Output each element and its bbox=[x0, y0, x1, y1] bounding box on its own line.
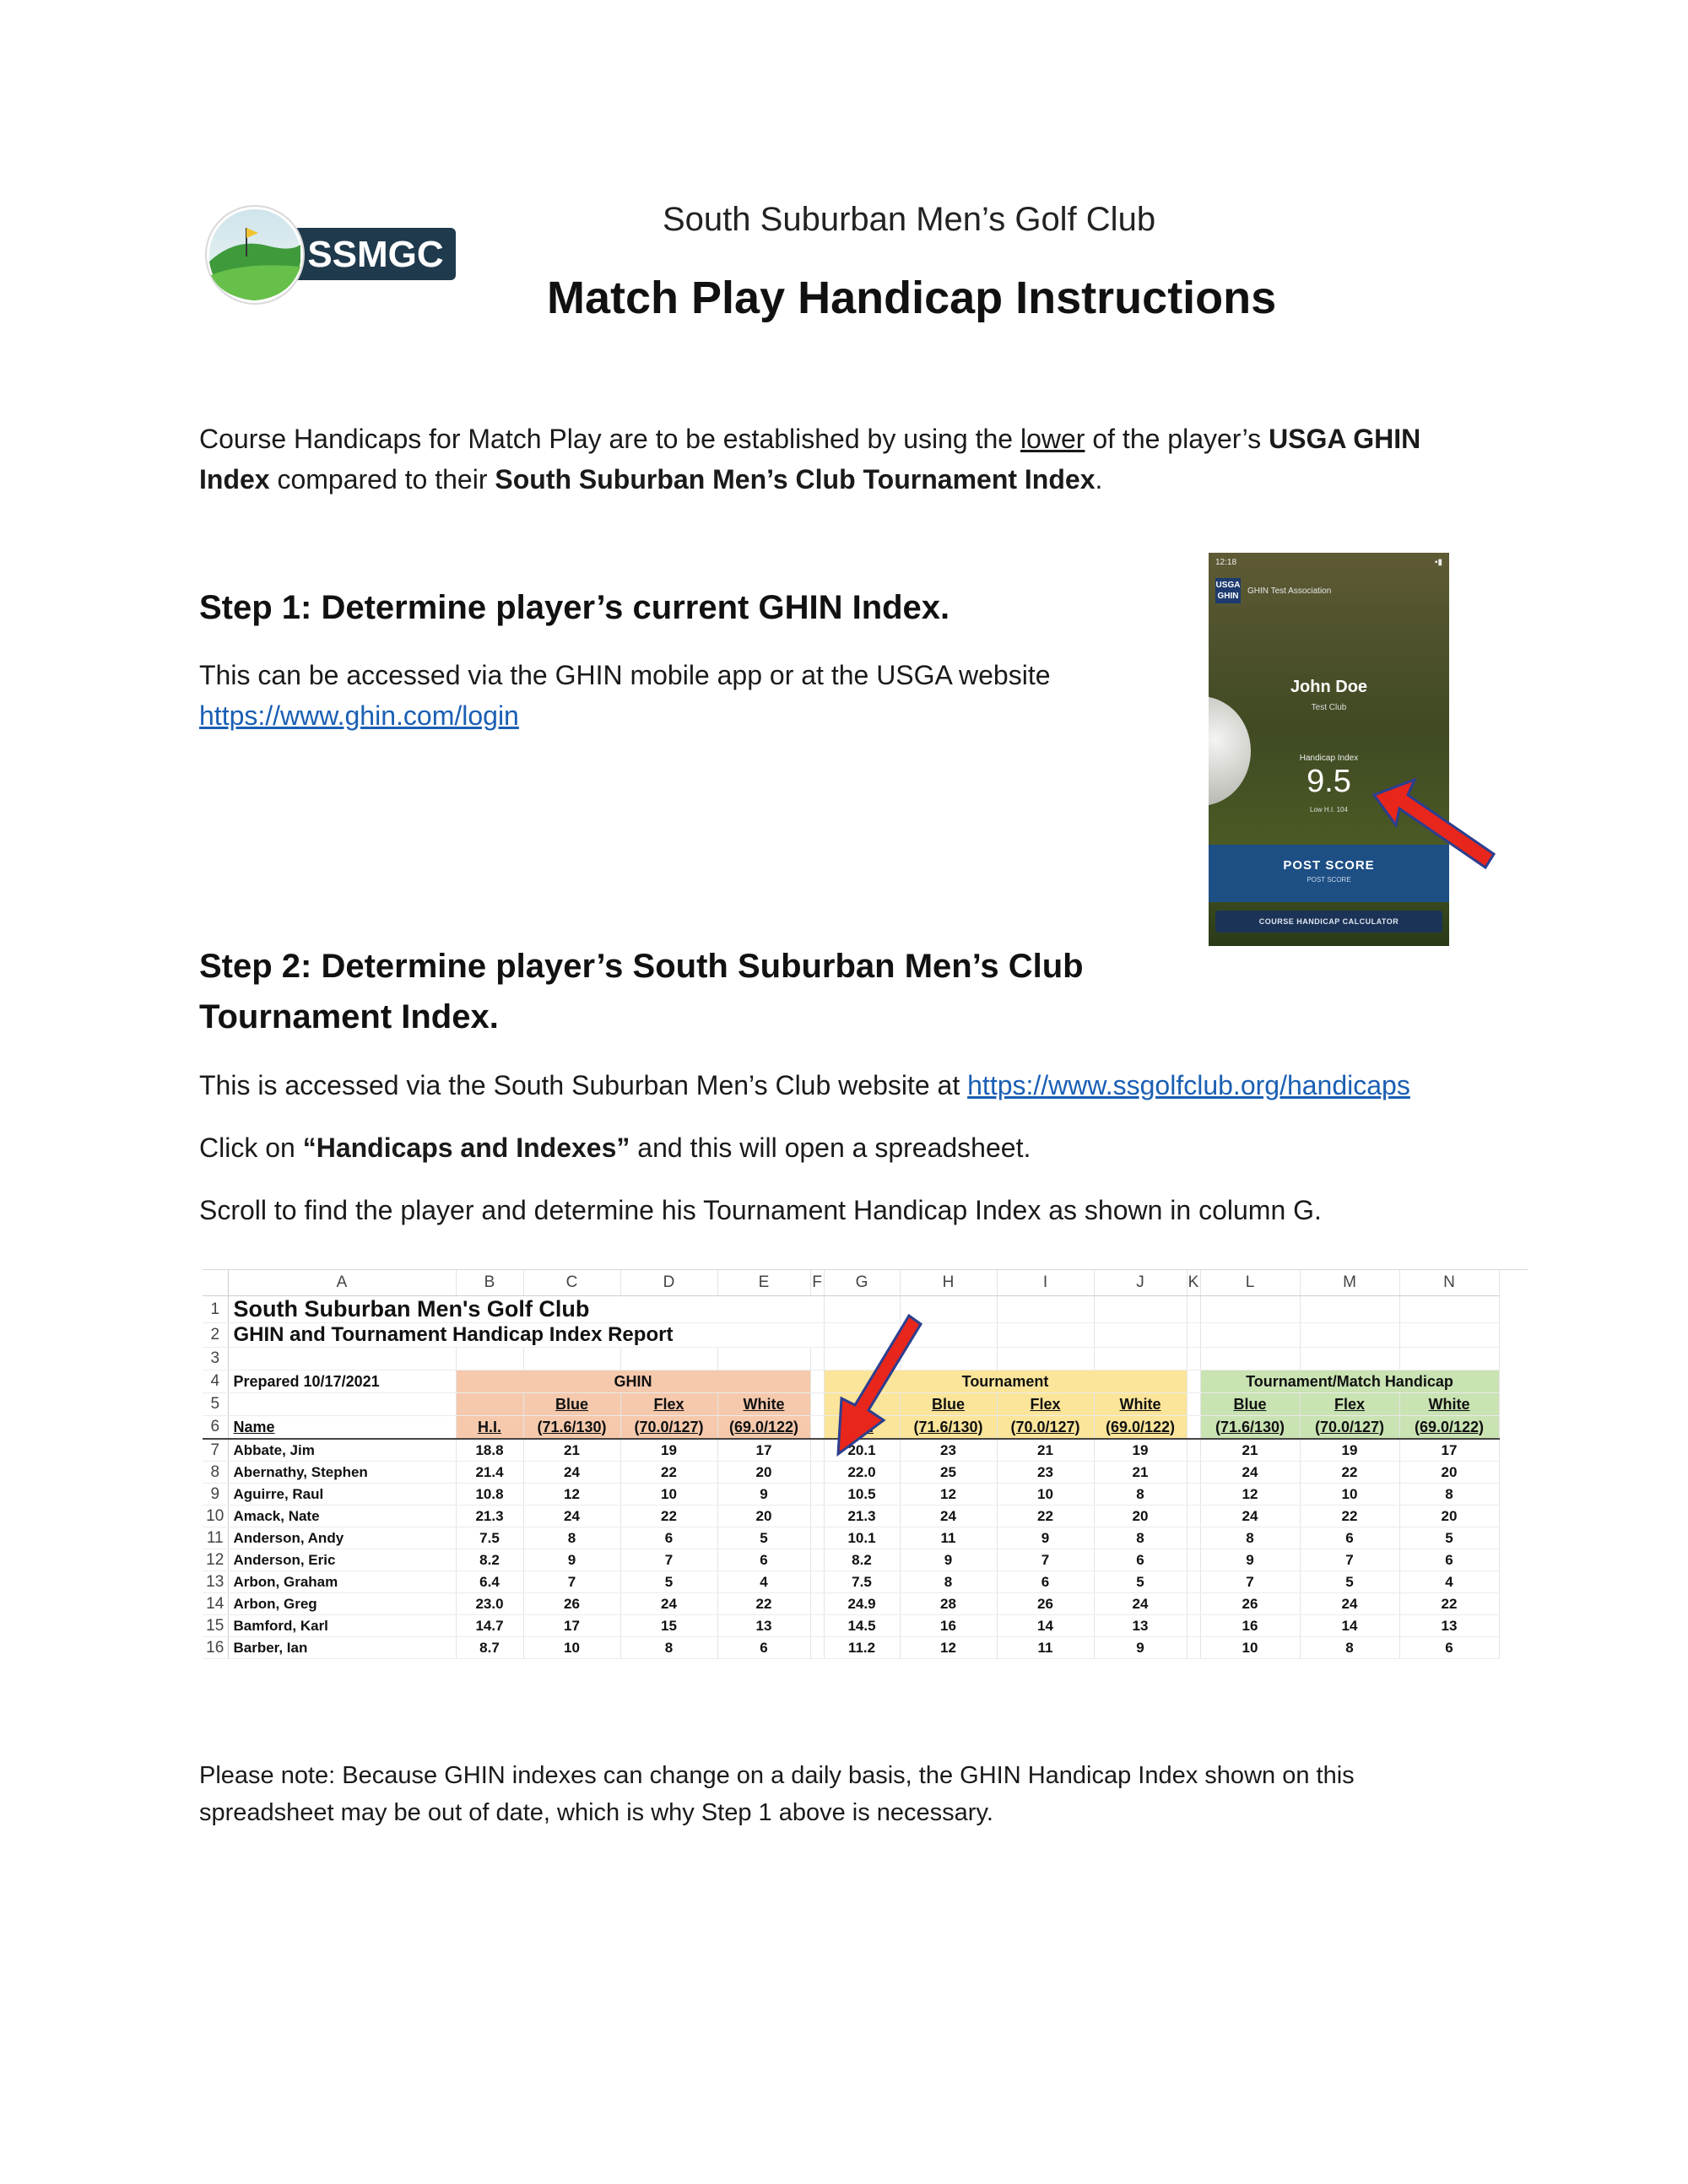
table-row bbox=[203, 1549, 1499, 1571]
value-cell[interactable]: 5 bbox=[1399, 1527, 1499, 1549]
value-cell[interactable]: 26 bbox=[1200, 1593, 1300, 1615]
player-name-cell[interactable]: Abbate, Jim bbox=[228, 1439, 456, 1462]
value-cell[interactable]: 6 bbox=[717, 1637, 810, 1659]
value-cell[interactable]: 21.4 bbox=[456, 1462, 523, 1484]
value-cell[interactable]: 20 bbox=[717, 1462, 810, 1484]
col-header[interactable]: L bbox=[1200, 1270, 1300, 1296]
col-header[interactable]: G bbox=[824, 1270, 900, 1296]
table-row bbox=[203, 1571, 1499, 1593]
value-cell[interactable]: 21.3 bbox=[824, 1506, 900, 1527]
sheet-title[interactable]: South Suburban Men's Golf Club bbox=[228, 1296, 824, 1323]
tee-header[interactable]: Blue bbox=[1200, 1393, 1300, 1416]
row-number: 2 bbox=[203, 1323, 228, 1348]
intro-text-4: . bbox=[1095, 464, 1103, 495]
player-name-cell[interactable]: Aguirre, Raul bbox=[228, 1484, 456, 1506]
intro-paragraph bbox=[199, 419, 1482, 500]
table-row bbox=[203, 1637, 1499, 1659]
col-header[interactable]: M bbox=[1300, 1270, 1399, 1296]
value-cell[interactable]: 6 bbox=[1399, 1637, 1499, 1659]
table-row bbox=[203, 1615, 1499, 1637]
value-cell[interactable]: 17 bbox=[523, 1615, 620, 1637]
player-name-cell[interactable]: Arbon, Greg bbox=[228, 1593, 456, 1615]
spacer-cell bbox=[810, 1637, 824, 1659]
post-score-sublabel: POST SCORE bbox=[1307, 876, 1351, 884]
value-cell[interactable]: 14 bbox=[997, 1615, 1094, 1637]
intro-text-2: of the player’s bbox=[1085, 424, 1269, 454]
value-cell[interactable]: 13 bbox=[1094, 1615, 1187, 1637]
row-number: 6 bbox=[203, 1416, 228, 1440]
player-name: John Doe bbox=[1290, 678, 1368, 696]
value-cell[interactable]: 8 bbox=[1300, 1637, 1399, 1659]
spacer-cell bbox=[1187, 1549, 1200, 1571]
value-cell[interactable]: 22 bbox=[620, 1506, 717, 1527]
value-cell[interactable]: 20 bbox=[1399, 1462, 1499, 1484]
value-cell[interactable]: 8 bbox=[1094, 1527, 1187, 1549]
name-header[interactable]: Name bbox=[228, 1416, 456, 1440]
value-cell[interactable]: 12 bbox=[900, 1484, 997, 1506]
spacer-cell bbox=[810, 1439, 824, 1462]
row-number: 1 bbox=[203, 1296, 228, 1323]
value-cell[interactable]: 22 bbox=[717, 1593, 810, 1615]
row-number: 7 bbox=[203, 1439, 228, 1462]
arrow-icon bbox=[1367, 776, 1502, 878]
row-number: 14 bbox=[203, 1593, 228, 1615]
row-number: 9 bbox=[203, 1484, 228, 1506]
handicap-index-label: Handicap Index bbox=[1299, 754, 1359, 763]
footnote: Please note: Because GHIN indexes can change on a daily basis, the GHIN Handicap Index shown on this spreadsheet may be out of date, which is why Step 1 above is necessary. bbox=[199, 1762, 1355, 1826]
battery-icon: ▪︎▮ bbox=[1434, 558, 1442, 567]
spacer-cell bbox=[1187, 1484, 1200, 1506]
spacer-cell bbox=[1187, 1593, 1200, 1615]
value-cell[interactable]: 24.9 bbox=[824, 1593, 900, 1615]
document-title: Match Play Handicap Instructions bbox=[547, 273, 1277, 323]
club-name: South Suburban Men’s Golf Club bbox=[663, 201, 1156, 238]
value-cell[interactable]: 24 bbox=[900, 1506, 997, 1527]
value-cell[interactable]: 23 bbox=[900, 1439, 997, 1462]
value-cell[interactable]: 19 bbox=[1300, 1439, 1399, 1462]
col-header[interactable]: E bbox=[717, 1270, 810, 1296]
value-cell[interactable]: 7 bbox=[620, 1549, 717, 1571]
value-cell[interactable]: 6 bbox=[1094, 1549, 1187, 1571]
row-number: 16 bbox=[203, 1637, 228, 1659]
rating-header[interactable]: (71.6/130) bbox=[900, 1416, 997, 1440]
handicap-index-value: 9.5 bbox=[1307, 764, 1351, 799]
value-cell[interactable]: 12 bbox=[900, 1637, 997, 1659]
rating-header[interactable]: (70.0/127) bbox=[1300, 1416, 1399, 1440]
ghin-app-screenshot bbox=[1209, 553, 1449, 946]
rating-header[interactable]: (70.0/127) bbox=[997, 1416, 1094, 1440]
post-score-label: POST SCORE bbox=[1283, 858, 1375, 873]
spacer-cell bbox=[1187, 1527, 1200, 1549]
row-number: 3 bbox=[203, 1348, 228, 1370]
value-cell[interactable]: 14.7 bbox=[456, 1615, 523, 1637]
prepared-date[interactable]: Prepared 10/17/2021 bbox=[228, 1370, 456, 1393]
value-cell[interactable]: 22 bbox=[1399, 1593, 1499, 1615]
step2-scroll-instruction: Scroll to find the player and determine his Tournament Handicap Index as shown in column G. bbox=[199, 1195, 1322, 1225]
spacer-cell bbox=[810, 1571, 824, 1593]
value-cell[interactable]: 7 bbox=[997, 1549, 1094, 1571]
spacer-cell bbox=[810, 1484, 824, 1506]
value-cell[interactable]: 26 bbox=[997, 1593, 1094, 1615]
row-number: 13 bbox=[203, 1571, 228, 1593]
value-cell[interactable]: 9 bbox=[1094, 1637, 1187, 1659]
value-cell[interactable]: 8.2 bbox=[456, 1549, 523, 1571]
spacer-cell bbox=[810, 1615, 824, 1637]
value-cell[interactable]: 22 bbox=[620, 1462, 717, 1484]
value-cell[interactable]: 7 bbox=[523, 1571, 620, 1593]
row-number: 8 bbox=[203, 1462, 228, 1484]
value-cell[interactable]: 8 bbox=[1200, 1527, 1300, 1549]
col-header[interactable]: C bbox=[523, 1270, 620, 1296]
value-cell[interactable]: 22 bbox=[1300, 1462, 1399, 1484]
value-cell[interactable]: 12 bbox=[523, 1484, 620, 1506]
value-cell[interactable]: 25 bbox=[900, 1462, 997, 1484]
value-cell[interactable]: 9 bbox=[997, 1527, 1094, 1549]
table-row bbox=[203, 1506, 1499, 1527]
value-cell[interactable]: 9 bbox=[1200, 1549, 1300, 1571]
sheet-subtitle[interactable]: GHIN and Tournament Handicap Index Report bbox=[228, 1323, 824, 1348]
table-row bbox=[203, 1527, 1499, 1549]
intro-underlined: lower bbox=[1020, 424, 1085, 454]
value-cell[interactable]: 6 bbox=[997, 1571, 1094, 1593]
value-cell[interactable]: 21 bbox=[1200, 1439, 1300, 1462]
row-number: 4 bbox=[203, 1370, 228, 1393]
intro-bold-ghin: USGA GHIN Index bbox=[199, 424, 1421, 495]
spacer-cell bbox=[810, 1549, 824, 1571]
table-row bbox=[203, 1462, 1499, 1484]
value-cell[interactable]: 17 bbox=[717, 1439, 810, 1462]
table-row bbox=[203, 1484, 1499, 1506]
value-cell[interactable]: 8.2 bbox=[824, 1549, 900, 1571]
value-cell[interactable]: 8 bbox=[620, 1637, 717, 1659]
value-cell[interactable]: 24 bbox=[523, 1506, 620, 1527]
course-handicap-calculator-button[interactable]: COURSE HANDICAP CALCULATOR bbox=[1215, 911, 1442, 933]
tmh-group-header[interactable]: Tournament/Match Handicap bbox=[1200, 1370, 1499, 1393]
value-cell[interactable]: 11.2 bbox=[824, 1637, 900, 1659]
player-name-cell[interactable]: Bamford, Karl bbox=[228, 1615, 456, 1637]
value-cell[interactable]: 6 bbox=[1300, 1527, 1399, 1549]
value-cell[interactable]: 5 bbox=[1094, 1571, 1187, 1593]
value-cell[interactable]: 16 bbox=[1200, 1615, 1300, 1637]
player-name-cell[interactable]: Anderson, Andy bbox=[228, 1527, 456, 1549]
spacer-cell bbox=[1187, 1506, 1200, 1527]
hi-header[interactable]: H.I. bbox=[456, 1416, 523, 1440]
value-cell[interactable]: 6.4 bbox=[456, 1571, 523, 1593]
value-cell[interactable]: 23.0 bbox=[456, 1593, 523, 1615]
value-cell[interactable]: 14 bbox=[1300, 1615, 1399, 1637]
status-bar bbox=[1215, 558, 1442, 567]
rating-header[interactable]: (69.0/122) bbox=[1399, 1416, 1499, 1440]
spacer-cell bbox=[810, 1527, 824, 1549]
value-cell[interactable]: 19 bbox=[620, 1439, 717, 1462]
value-cell[interactable]: 8 bbox=[523, 1527, 620, 1549]
col-header[interactable]: K bbox=[1187, 1270, 1200, 1296]
logo-text: SSMGC bbox=[307, 234, 444, 275]
value-cell[interactable]: 7.5 bbox=[456, 1527, 523, 1549]
player-name-cell[interactable]: Amack, Nate bbox=[228, 1506, 456, 1527]
player-name-cell[interactable]: Anderson, Eric bbox=[228, 1549, 456, 1571]
value-cell[interactable]: 22 bbox=[997, 1506, 1094, 1527]
value-cell[interactable]: 22 bbox=[1300, 1506, 1399, 1527]
value-cell[interactable]: 24 bbox=[1200, 1462, 1300, 1484]
value-cell[interactable]: 8.7 bbox=[456, 1637, 523, 1659]
tournament-group-header[interactable]: Tournament bbox=[824, 1370, 1187, 1393]
col-header[interactable]: B bbox=[456, 1270, 523, 1296]
spacer-cell bbox=[810, 1462, 824, 1484]
rating-header[interactable]: (69.0/122) bbox=[717, 1416, 810, 1440]
value-cell[interactable]: 24 bbox=[1300, 1593, 1399, 1615]
spacer-cell bbox=[1187, 1571, 1200, 1593]
col-header[interactable]: F bbox=[810, 1270, 824, 1296]
value-cell[interactable]: 13 bbox=[717, 1615, 810, 1637]
value-cell[interactable]: 5 bbox=[717, 1527, 810, 1549]
row-number: 15 bbox=[203, 1615, 228, 1637]
value-cell[interactable]: 8 bbox=[1094, 1484, 1187, 1506]
value-cell[interactable]: 12 bbox=[1200, 1484, 1300, 1506]
value-cell[interactable]: 6 bbox=[1399, 1549, 1499, 1571]
col-header[interactable]: I bbox=[997, 1270, 1094, 1296]
value-cell[interactable]: 8 bbox=[900, 1571, 997, 1593]
value-cell[interactable]: 5 bbox=[620, 1571, 717, 1593]
step2-heading: Step 2: Determine player’s South Suburban Men’s Club Tournament Index. bbox=[199, 948, 1084, 1035]
ghin-group-header[interactable]: GHIN bbox=[456, 1370, 810, 1393]
arrow-icon bbox=[831, 1312, 924, 1460]
value-cell[interactable]: 10.5 bbox=[824, 1484, 900, 1506]
value-cell[interactable]: 20 bbox=[1094, 1506, 1187, 1527]
value-cell[interactable]: 9 bbox=[717, 1484, 810, 1506]
spacer-cell bbox=[810, 1593, 824, 1615]
value-cell[interactable]: 10 bbox=[997, 1484, 1094, 1506]
value-cell[interactable]: 21.3 bbox=[456, 1506, 523, 1527]
ssmgc-logo bbox=[203, 203, 460, 308]
rating-header[interactable]: (71.6/130) bbox=[1200, 1416, 1300, 1440]
value-cell[interactable]: 24 bbox=[1200, 1506, 1300, 1527]
value-cell[interactable]: 24 bbox=[620, 1593, 717, 1615]
click-text-1: Click on bbox=[199, 1133, 303, 1163]
click-text-2: and this will open a spreadsheet. bbox=[630, 1133, 1031, 1163]
value-cell[interactable]: 10 bbox=[1300, 1484, 1399, 1506]
step2-body bbox=[199, 1065, 1516, 1106]
col-header[interactable]: J bbox=[1094, 1270, 1187, 1296]
value-cell[interactable]: 6 bbox=[717, 1549, 810, 1571]
value-cell[interactable]: 4 bbox=[717, 1571, 810, 1593]
value-cell[interactable]: 10 bbox=[523, 1637, 620, 1659]
tee-header[interactable]: Blue bbox=[900, 1393, 997, 1416]
tee-header[interactable]: Blue bbox=[523, 1393, 620, 1416]
low-hi-text: Low H.I. 104 bbox=[1310, 806, 1348, 814]
rating-header[interactable]: (69.0/122) bbox=[1094, 1416, 1187, 1440]
tee-header[interactable]: Flex bbox=[997, 1393, 1094, 1416]
row-number: 10 bbox=[203, 1506, 228, 1527]
rating-header[interactable]: (71.6/130) bbox=[523, 1416, 620, 1440]
value-cell[interactable]: 10.8 bbox=[456, 1484, 523, 1506]
col-header[interactable]: A bbox=[228, 1270, 456, 1296]
intro-bold-tournament: South Suburban Men’s Club Tournament Index bbox=[495, 464, 1096, 495]
step1-heading: Step 1: Determine player’s current GHIN Index. bbox=[199, 589, 950, 626]
value-cell[interactable]: 6 bbox=[620, 1527, 717, 1549]
intro-text-3: compared to their bbox=[269, 464, 495, 495]
value-cell[interactable]: 11 bbox=[997, 1637, 1094, 1659]
row-number: 5 bbox=[203, 1393, 228, 1416]
value-cell[interactable]: 4 bbox=[1399, 1571, 1499, 1593]
value-cell[interactable]: 21 bbox=[997, 1439, 1094, 1462]
value-cell[interactable]: 21 bbox=[1094, 1462, 1187, 1484]
spacer-cell bbox=[1187, 1462, 1200, 1484]
player-rows bbox=[203, 1439, 1499, 1659]
association-name: GHIN Test Association bbox=[1247, 587, 1332, 596]
intro-text-1: Course Handicaps for Match Play are to be established by using the bbox=[199, 424, 1020, 454]
click-bold: “Handicaps and Indexes” bbox=[302, 1133, 630, 1163]
col-header[interactable]: D bbox=[620, 1270, 717, 1296]
player-club: Test Club bbox=[1311, 703, 1347, 712]
value-cell[interactable]: 28 bbox=[900, 1593, 997, 1615]
row-number: 12 bbox=[203, 1549, 228, 1571]
value-cell[interactable]: 20 bbox=[1399, 1506, 1499, 1527]
tee-header[interactable]: White bbox=[1094, 1393, 1187, 1416]
value-cell[interactable]: 19 bbox=[1094, 1439, 1187, 1462]
step1-text: This can be accessed via the GHIN mobile app or at the USGA website bbox=[199, 660, 1051, 690]
value-cell[interactable]: 7 bbox=[1300, 1549, 1399, 1571]
tee-header[interactable]: Flex bbox=[1300, 1393, 1399, 1416]
value-cell[interactable]: 9 bbox=[900, 1549, 997, 1571]
spacer-cell bbox=[1187, 1615, 1200, 1637]
step2-click-instruction bbox=[199, 1127, 1465, 1168]
value-cell[interactable]: 10.1 bbox=[824, 1527, 900, 1549]
rating-header[interactable]: (70.0/127) bbox=[620, 1416, 717, 1440]
value-cell[interactable]: 13 bbox=[1399, 1615, 1499, 1637]
value-cell[interactable]: 26 bbox=[523, 1593, 620, 1615]
value-cell[interactable]: 7 bbox=[1200, 1571, 1300, 1593]
row-number: 11 bbox=[203, 1527, 228, 1549]
spacer-cell bbox=[1187, 1637, 1200, 1659]
player-name-cell[interactable]: Abernathy, Stephen bbox=[228, 1462, 456, 1484]
value-cell[interactable]: 21 bbox=[523, 1439, 620, 1462]
value-cell[interactable]: 17 bbox=[1399, 1439, 1499, 1462]
value-cell[interactable]: 18.8 bbox=[456, 1439, 523, 1462]
value-cell[interactable]: 24 bbox=[523, 1462, 620, 1484]
column-header-row bbox=[203, 1270, 1499, 1296]
value-cell[interactable]: 16 bbox=[900, 1615, 997, 1637]
value-cell[interactable]: 22.0 bbox=[824, 1462, 900, 1484]
spacer-cell bbox=[1187, 1439, 1200, 1462]
tee-header[interactable]: White bbox=[717, 1393, 810, 1416]
value-cell[interactable]: 23 bbox=[997, 1462, 1094, 1484]
step1-body bbox=[199, 655, 1128, 736]
ssgolfclub-handicaps-link[interactable]: https://www.ssgolfclub.org/handicaps bbox=[967, 1070, 1410, 1100]
step2-text: This is accessed via the South Suburban Men’s Club website at bbox=[199, 1070, 968, 1100]
ghin-login-link[interactable]: https://www.ghin.com/login bbox=[199, 700, 519, 731]
value-cell[interactable]: 24 bbox=[1094, 1593, 1187, 1615]
col-header[interactable]: N bbox=[1399, 1270, 1499, 1296]
value-cell[interactable]: 15 bbox=[620, 1615, 717, 1637]
value-cell[interactable]: 20.1 bbox=[824, 1439, 900, 1462]
value-cell[interactable]: 8 bbox=[1399, 1484, 1499, 1506]
player-name-cell[interactable]: Barber, Ian bbox=[228, 1637, 456, 1659]
status-time: 12:18 bbox=[1215, 558, 1237, 567]
value-cell[interactable]: 11 bbox=[900, 1527, 997, 1549]
value-cell[interactable]: 10 bbox=[620, 1484, 717, 1506]
table-row bbox=[203, 1593, 1499, 1615]
value-cell[interactable]: 10 bbox=[1200, 1637, 1300, 1659]
player-name-cell[interactable]: Arbon, Graham bbox=[228, 1571, 456, 1593]
value-cell[interactable]: 14.5 bbox=[824, 1615, 900, 1637]
tee-header[interactable]: Flex bbox=[620, 1393, 717, 1416]
tee-header[interactable]: White bbox=[1399, 1393, 1499, 1416]
value-cell[interactable]: 20 bbox=[717, 1506, 810, 1527]
spreadsheet-toolbar bbox=[203, 1257, 1528, 1270]
value-cell[interactable]: 9 bbox=[523, 1549, 620, 1571]
value-cell[interactable]: 7.5 bbox=[824, 1571, 900, 1593]
usga-ghin-badge: USGA GHIN bbox=[1215, 578, 1241, 603]
col-header[interactable]: H bbox=[900, 1270, 997, 1296]
spacer-cell bbox=[810, 1506, 824, 1527]
value-cell[interactable]: 5 bbox=[1300, 1571, 1399, 1593]
